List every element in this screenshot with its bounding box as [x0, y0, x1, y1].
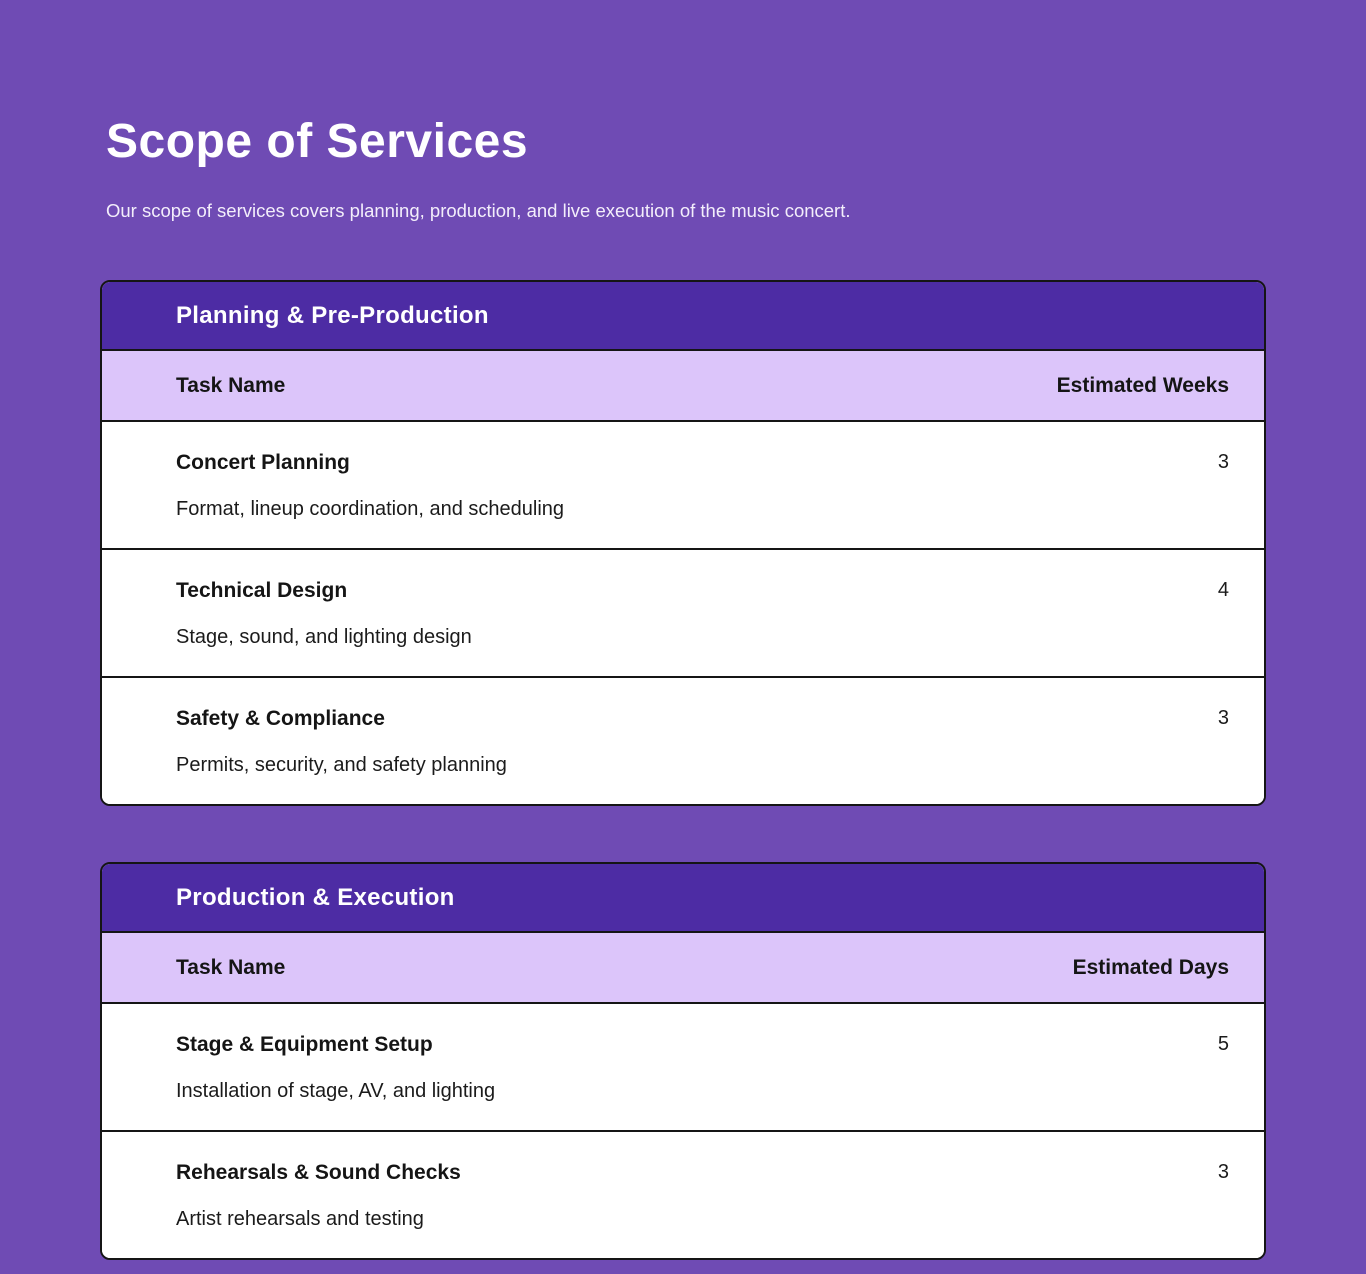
column-header-task: Task Name [176, 956, 286, 979]
estimate-value: 5 [1217, 1033, 1229, 1055]
task-name: Technical Design [176, 579, 348, 602]
task-description: Installation of stage, AV, and lighting [176, 1080, 496, 1102]
service-table [100, 280, 1266, 806]
task-description: Permits, security, and safety planning [176, 754, 507, 776]
table-row [102, 1004, 1264, 1132]
table-row-top [176, 450, 1229, 475]
page-subtitle: Our scope of services covers planning, production, and live execution of the music concert. [106, 200, 851, 221]
table-row-top [176, 578, 1229, 603]
tables-container [100, 280, 1266, 1260]
table-column-header [102, 351, 1264, 422]
estimate-value: 3 [1217, 1161, 1229, 1183]
table-column-header [102, 933, 1264, 1004]
task-description: Format, lineup coordination, and scheduling [176, 498, 565, 520]
table-section-title: Planning & Pre-Production [102, 282, 1264, 351]
task-name: Rehearsals & Sound Checks [176, 1161, 461, 1184]
table-row [102, 1132, 1264, 1258]
column-header-task: Task Name [176, 374, 286, 397]
estimate-value: 3 [1217, 707, 1229, 729]
column-header-estimate: Estimated Days [1072, 956, 1229, 979]
task-description: Artist rehearsals and testing [176, 1208, 424, 1230]
task-name: Stage & Equipment Setup [176, 1033, 433, 1056]
table-row-top [176, 706, 1229, 731]
page-content [100, 0, 1266, 1260]
table-row [102, 678, 1264, 804]
task-description: Stage, sound, and lighting design [176, 626, 472, 648]
service-table [100, 862, 1266, 1260]
table-row [102, 422, 1264, 550]
estimate-value: 4 [1217, 579, 1229, 601]
task-name: Concert Planning [176, 451, 350, 474]
table-row-top [176, 1160, 1229, 1185]
table-row-top [176, 1032, 1229, 1057]
estimate-value: 3 [1217, 451, 1229, 473]
table-rows [102, 422, 1264, 804]
page-title: Scope of Services [106, 115, 529, 168]
table-section-title: Production & Execution [102, 864, 1264, 933]
table-row [102, 550, 1264, 678]
table-rows [102, 1004, 1264, 1258]
task-name: Safety & Compliance [176, 707, 385, 730]
column-header-estimate: Estimated Weeks [1056, 374, 1229, 397]
